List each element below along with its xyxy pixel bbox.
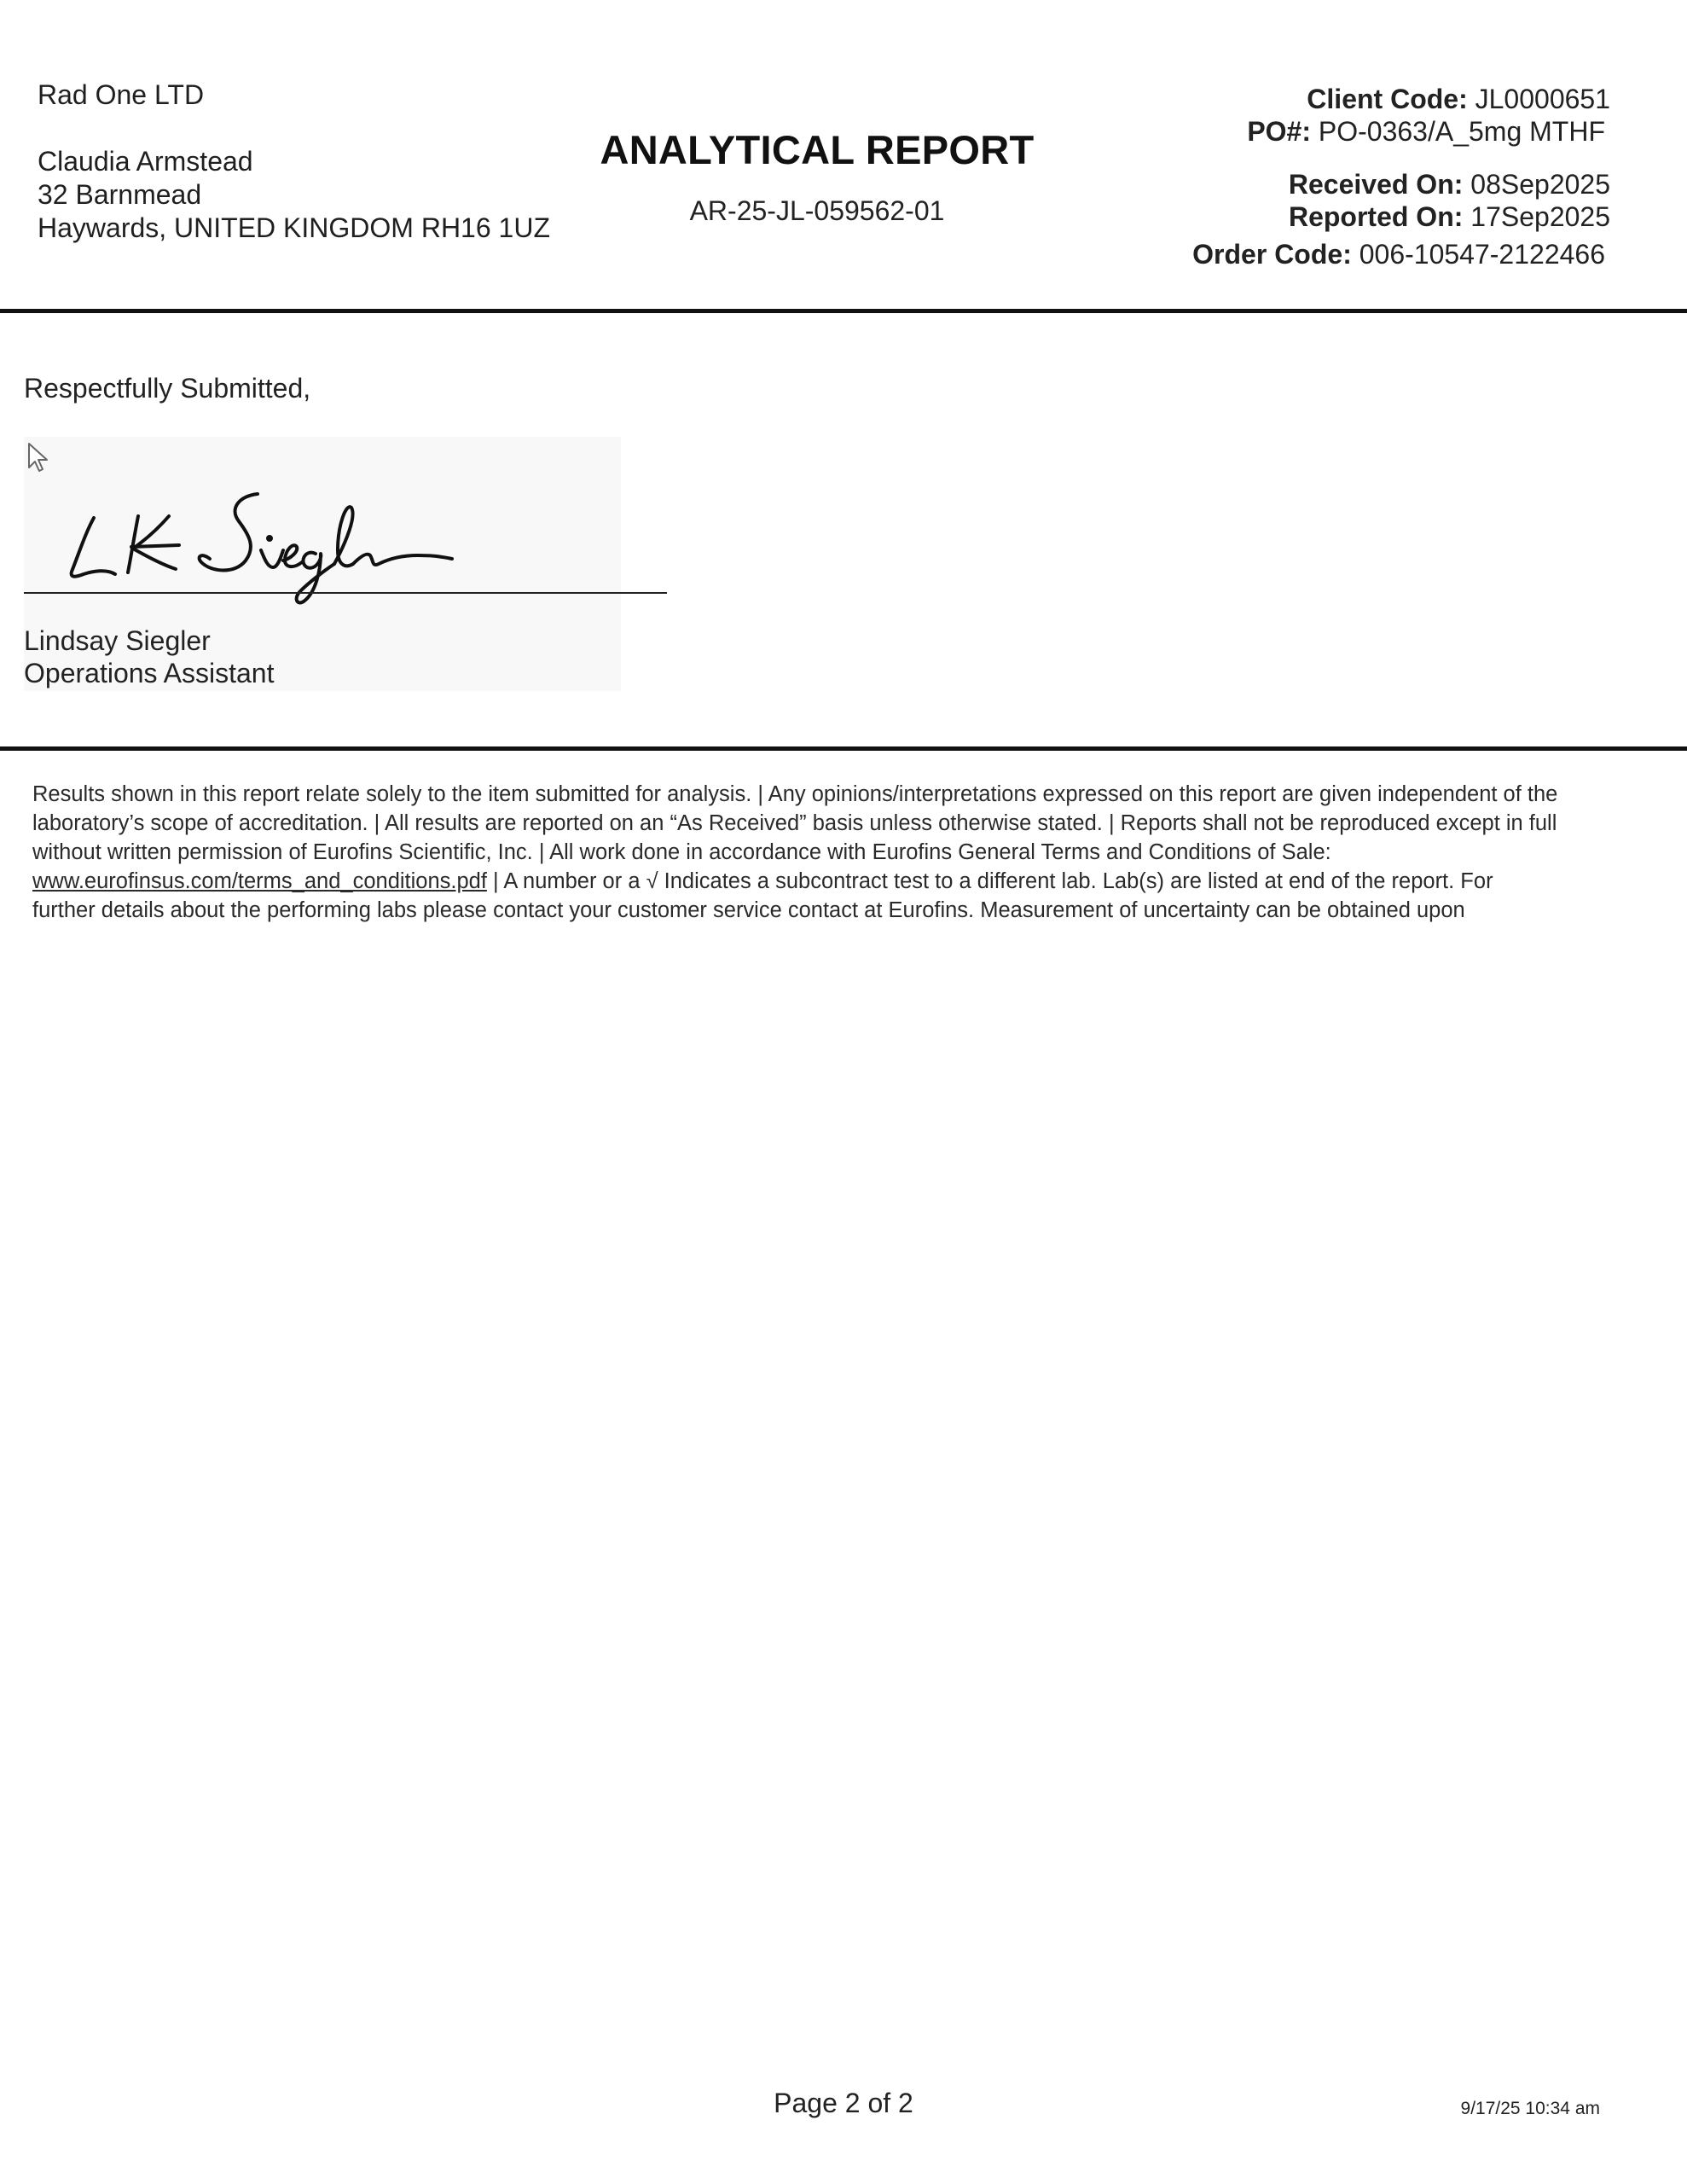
received-row: [1192, 168, 1610, 200]
reported-label: Reported On:: [1288, 201, 1464, 232]
client-company: Rad One LTD: [38, 79, 205, 110]
client-street: 32 Barnmead: [38, 179, 202, 210]
terms-link[interactable]: www.eurofinsus.com/terms_and_conditions.pdf: [32, 869, 487, 893]
signature-divider: [0, 746, 1687, 751]
disclaimer-part-2: | A number or a √ Indicates a subcontract test to a different lab. Lab(s) are listed at end of the report. For further details about the performing labs please contact your customer service contact at Eurofins. Measurement of uncertainty can be obtained upon: [32, 869, 1493, 922]
report-meta: [1192, 83, 1610, 270]
signer-role: Operations Assistant: [24, 658, 275, 688]
signature-line: [24, 592, 667, 594]
received-label: Received On:: [1288, 169, 1464, 200]
received-value: 08Sep2025: [1470, 169, 1610, 200]
page-number: Page 2 of 2: [774, 2088, 913, 2118]
report-number: AR-25-JL-059562-01: [689, 195, 945, 226]
report-title: ANALYTICAL REPORT: [600, 127, 1035, 172]
client-code-label: Client Code:: [1307, 84, 1468, 114]
client-code-row: [1192, 83, 1610, 115]
reported-row: [1192, 200, 1610, 233]
client-code-value: JL0000651: [1475, 84, 1610, 114]
order-code-value: 006-10547-2122466: [1359, 239, 1605, 270]
po-value: PO-0363/A_5mg MTHF: [1318, 116, 1605, 147]
report-title-block: [529, 126, 1105, 227]
closing-text: Respectfully Submitted,: [24, 373, 311, 404]
client-contact: Claudia Armstead: [38, 146, 253, 177]
order-code-row: [1192, 238, 1605, 270]
disclaimer-part-1: Results shown in this report relate solely to the item submitted for analysis. | Any opinions/interpretations expressed on this report are given independent of the laboratory’s scope of accreditation. | All results are reported on an “As Received” basis unless otherwise stated. | Reports shall not be reproduced except in full without written permission of Eurofins Scientific, Inc. | All work done in accordance with Eurofins General Terms and Conditions of Sale:: [32, 782, 1558, 864]
client-city: Haywards, UNITED KINGDOM RH16 1UZ: [38, 212, 550, 243]
order-code-label: Order Code:: [1192, 239, 1352, 270]
client-address: [38, 78, 550, 245]
print-timestamp: 9/17/25 10:34 am: [1460, 2099, 1600, 2118]
mouse-pointer-icon: [27, 442, 49, 473]
handwritten-signature: [60, 482, 503, 606]
reported-value: 17Sep2025: [1470, 201, 1610, 232]
disclaimer-text: [32, 780, 1559, 925]
header-divider: [0, 309, 1687, 313]
po-row: [1192, 115, 1605, 148]
signer-name: Lindsay Siegler: [24, 625, 211, 656]
po-label: PO#:: [1247, 116, 1311, 147]
signer-block: [24, 624, 274, 689]
